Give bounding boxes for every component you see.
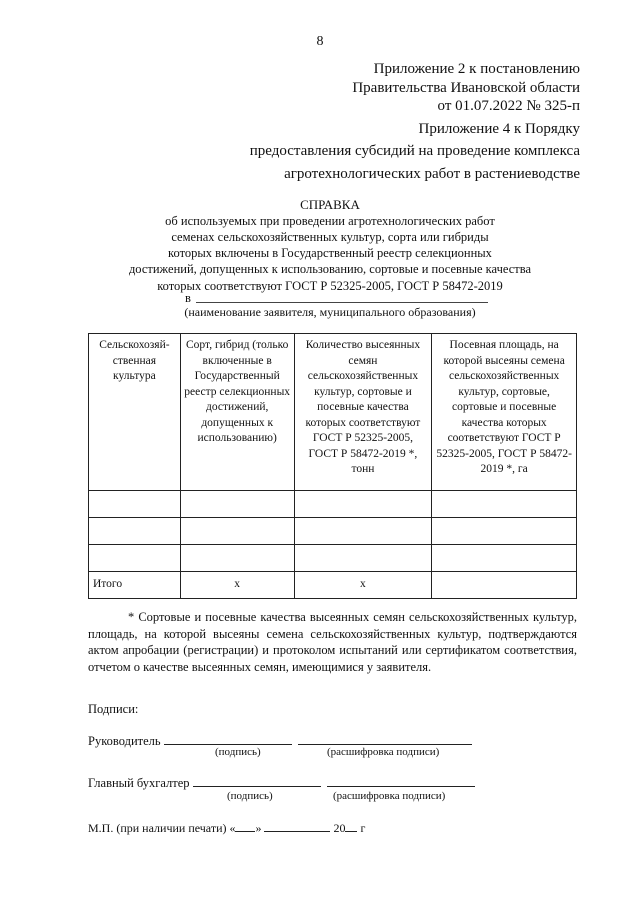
table-cell[interactable] — [294, 491, 432, 518]
subtitle-line: об используемых при проведении агротехнологических работ — [165, 214, 495, 228]
table-cell[interactable] — [432, 518, 577, 545]
table-row — [89, 491, 577, 518]
table-cell[interactable] — [294, 545, 432, 572]
total-label: Итого — [89, 572, 181, 599]
table-cell[interactable] — [432, 572, 577, 599]
table-cell[interactable] — [89, 518, 181, 545]
decode-caption: (расшифровка подписи) — [333, 790, 446, 802]
appendix-line: предоставления субсидий на проведение комплекса — [249, 143, 580, 159]
subtitle-line: которых включены в Государственный реестр селекционных — [168, 246, 492, 260]
quote-close: » — [255, 821, 262, 835]
header-cell: Сорт, гибрид (только включенные в Государственный реестр селекционных достижений, допущенных к использованию) — [180, 334, 294, 491]
stamp-date-line — [88, 819, 365, 836]
appendix-line: от 01.07.2022 № 325-п — [437, 98, 580, 114]
accountant-label: Главный бухгалтер — [88, 776, 190, 790]
sign-caption: (подпись) — [227, 790, 273, 802]
table-cell[interactable] — [89, 491, 181, 518]
header-cell: Посевная площадь, на которой высеяны семена сельскохозяйственных культур, сортовые, сортовые и посевные качества которых соответствуют ГОСТ Р 52325-2005, ГОСТ Р 58472-2019 *, га — [432, 334, 577, 491]
year-prefix: 20 — [333, 821, 346, 835]
total-row — [89, 572, 577, 599]
stamp-label: М.П. (при наличии печати) « — [88, 821, 236, 835]
table-cell[interactable] — [180, 491, 294, 518]
applicant-caption: (наименование заявителя, муниципального образования) — [184, 305, 476, 319]
head-sign-field[interactable] — [164, 732, 292, 745]
year-suffix: г — [360, 821, 366, 835]
sign-caption: (подпись) — [215, 746, 261, 758]
header-cell: Сельскохозяй-ственная культура — [89, 334, 181, 491]
head-decode-field[interactable] — [298, 732, 472, 745]
subtitle-line: семенах сельскохозяйственных культур, сорта или гибриды — [171, 230, 489, 244]
table-cell[interactable] — [294, 518, 432, 545]
appendix-line: Приложение 2 к постановлению — [373, 61, 580, 77]
footnote: * Сортовые и посевные качества высеянных семян сельскохозяйственных культур, площадь, на которой высеяны семена сельскохозяйственных культур, подтверждаются актом апробации (регистрации) и протоколом испытаний или сертификатом соответствия, отчетом о качестве высеянных семян, имеющимися у заявителя. — [88, 610, 577, 674]
table-row — [89, 545, 577, 572]
signatures-label: Подписи: — [88, 702, 139, 716]
accountant-sign-field[interactable] — [193, 774, 321, 787]
header-cell: Количество высеянных семян сельскохозяйственных культур, сортовые и посевные качества которых соответствуют ГОСТ Р 52325-2005, ГОСТ Р 58472-2019 *, тонн — [294, 334, 432, 491]
year-field[interactable] — [345, 819, 357, 832]
table-cell: х — [180, 572, 294, 599]
table-cell[interactable] — [180, 518, 294, 545]
accountant-signature-line — [88, 774, 475, 791]
head-label: Руководитель — [88, 734, 161, 748]
decode-caption: (расшифровка подписи) — [327, 746, 440, 758]
table-cell[interactable] — [89, 545, 181, 572]
table-row — [89, 518, 577, 545]
table-cell[interactable] — [432, 491, 577, 518]
day-field[interactable] — [235, 819, 255, 832]
table-cell: х — [294, 572, 432, 599]
appendix-line: агротехнологических работ в растениеводстве — [284, 166, 580, 182]
seeds-table — [88, 333, 577, 599]
month-field[interactable] — [264, 819, 330, 832]
accountant-decode-field[interactable] — [327, 774, 475, 787]
subtitle-line: которых соответствуют ГОСТ Р 52325-2005, ГОСТ Р 58472-2019 — [157, 279, 503, 293]
in-label: в — [185, 291, 191, 305]
appendix-line: Приложение 4 к Порядку — [418, 121, 580, 137]
doc-title: СПРАВКА — [300, 197, 360, 212]
page-number: 8 — [316, 34, 324, 49]
table-cell[interactable] — [432, 545, 577, 572]
appendix-line: Правительства Ивановской области — [352, 80, 580, 96]
subtitle-line: достижений, допущенных к использованию, сортовые и посевные качества — [128, 262, 532, 276]
table-cell[interactable] — [180, 545, 294, 572]
applicant-field[interactable] — [196, 302, 488, 303]
